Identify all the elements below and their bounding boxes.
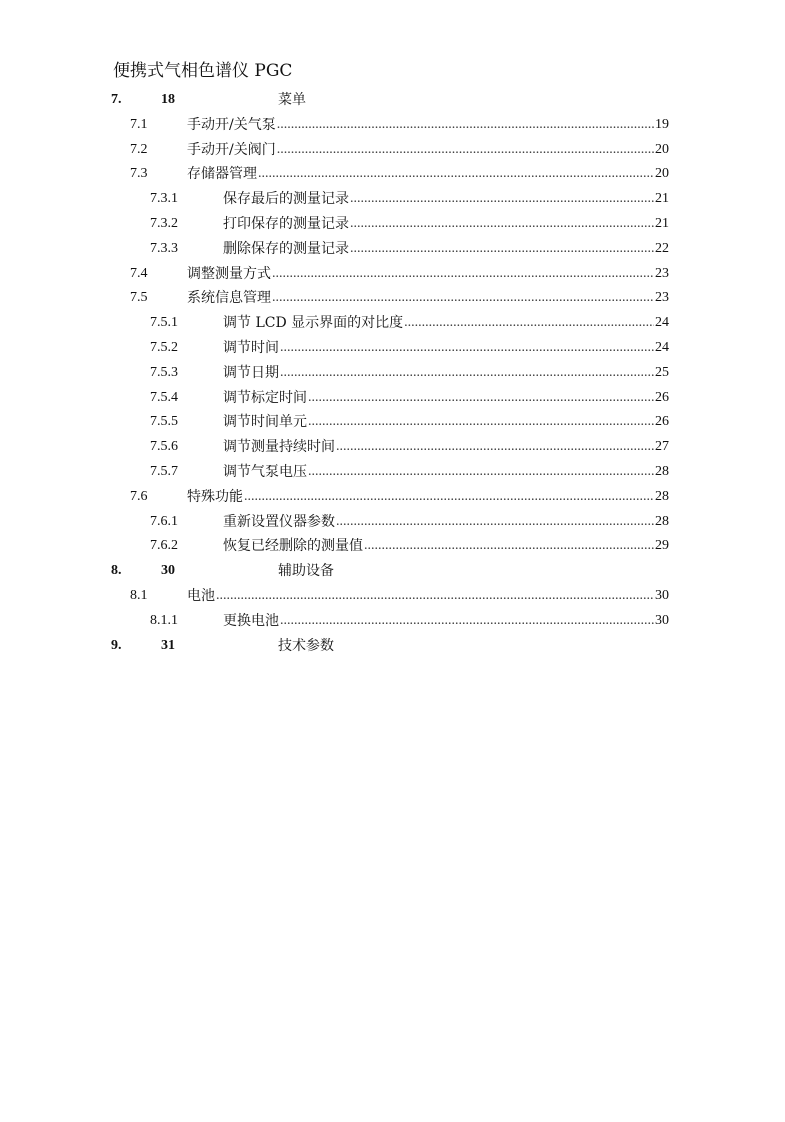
toc-entry-label: 调节 LCD 显示界面的对比度 [223,315,404,332]
toc-entry-number: 7.5.3 [150,364,178,380]
toc-entry-7-6[interactable] [0,485,785,510]
toc-entry-8-1[interactable] [0,584,785,609]
toc-entry-page: 23 [655,290,669,306]
toc-dot-leader [364,534,654,559]
toc-dot-leader [280,609,654,634]
toc-entry-7-3-2[interactable] [0,212,785,237]
toc-entry-7-5-4[interactable] [0,386,785,411]
toc-dot-leader [216,584,654,609]
toc-entry-page: 24 [655,315,669,331]
toc-entry-number: 9. [111,637,122,653]
toc-entry-label: 手动开/关气泵 [187,116,276,133]
toc-entry-7-3-3[interactable] [0,237,785,262]
toc-entry-page: 30 [655,587,669,603]
toc-entry-7-6-2[interactable] [0,534,785,559]
toc-entry-label: 电池 [187,587,215,604]
toc-entry-label: 技术参数 [278,637,334,654]
toc-dot-leader [277,113,654,138]
toc-entry-number: 8.1.1 [150,612,178,628]
toc-entry-number: 8. [111,563,122,579]
toc-entry-7-5-1[interactable] [0,311,785,336]
toc-entry-7-4[interactable] [0,262,785,287]
toc-dot-leader [308,386,654,411]
toc-entry-number: 7. [111,92,122,107]
toc-dot-leader [336,510,654,535]
toc-entry-number: 7.6.2 [150,538,178,554]
toc-entry-number: 7.5 [130,290,148,306]
toc-entry-page: 25 [655,364,669,380]
toc-entry-label: 调节时间 [223,339,279,356]
toc-entry-number: 7.3.2 [150,215,178,231]
toc-entry-number: 8.1 [130,587,148,603]
toc-dot-leader [258,162,654,187]
toc-entry-page: 23 [655,265,669,281]
toc-entry-7-3-1[interactable] [0,187,785,212]
toc-entry-label: 手动开/关阀门 [187,141,276,158]
toc-entry-label: 删除保存的测量记录 [223,240,349,257]
toc-entry-number: 7.4 [130,265,148,281]
toc-entry-page: 27 [655,439,669,455]
toc-entry-number: 7.6.1 [150,513,178,529]
toc-entry-number: 7.3 [130,166,148,182]
toc-entry-page: 21 [655,191,669,207]
toc-entry-label: 重新设置仪器参数 [223,513,335,530]
toc-entry-page: 28 [655,513,669,529]
toc-entry-number: 7.5.5 [150,414,178,430]
toc-dot-leader [336,435,654,460]
toc-dot-leader [280,336,654,361]
toc-entry-page: 26 [655,389,669,405]
toc-entry-label: 调节标定时间 [223,389,307,406]
toc-entry-7-6-1[interactable] [0,510,785,535]
toc-entry-page: 19 [655,116,669,132]
toc-dot-leader [244,485,654,510]
toc-entry-number: 7.1 [130,116,148,132]
toc-entry-7-2[interactable] [0,138,785,163]
toc-entry-number: 7.6 [130,488,148,504]
toc-entry-7-5-7[interactable] [0,460,785,485]
toc-entry-label: 打印保存的测量记录 [223,215,349,232]
toc-entry-7-5-6[interactable] [0,435,785,460]
toc-entry-page: 22 [655,240,669,256]
toc-entry-page: 29 [655,538,669,554]
toc-dot-leader [272,286,654,311]
toc-dot-leader [350,187,654,212]
toc-entry-number: 7.5.2 [150,339,178,355]
document-header-title: 便携式气相色谱仪 PGC [113,61,293,81]
toc-entry-number: 7.5.1 [150,315,178,331]
toc-entry-number: 7.2 [130,141,148,157]
toc-entry-page: 31 [161,637,175,653]
toc-entry-7-3[interactable] [0,162,785,187]
toc-entry-page: 21 [655,215,669,231]
toc-entry-label: 调节时间单元 [223,414,307,431]
toc-entry-page: 20 [655,166,669,182]
toc-entry-page: 30 [161,563,175,579]
toc-entry-label: 菜单 [278,92,306,108]
toc-entry-number: 7.5.7 [150,463,178,479]
toc-dot-leader [350,212,654,237]
toc-entry-7[interactable] [0,88,785,113]
toc-dot-leader [350,237,654,262]
toc-entry-label: 存储器管理 [187,166,257,183]
toc-entry-7-5[interactable] [0,286,785,311]
toc-entry-label: 调节日期 [223,364,279,381]
toc-entry-number: 7.5.6 [150,439,178,455]
toc-entry-8[interactable] [0,559,785,584]
toc-entry-label: 调节测量持续时间 [223,439,335,456]
toc-entry-7-5-2[interactable] [0,336,785,361]
toc-dot-leader [277,138,654,163]
toc-dot-leader [308,460,654,485]
toc-entry-number: 7.3.1 [150,191,178,207]
toc-entry-label: 辅助设备 [278,563,334,580]
toc-entry-label: 保存最后的测量记录 [223,191,349,208]
toc-entry-7-5-3[interactable] [0,361,785,386]
toc-dot-leader [404,311,654,336]
toc-entry-label: 恢复已经删除的测量值 [223,538,363,555]
toc-entry-label: 系统信息管理 [187,290,271,307]
toc-entry-label: 调节气泵电压 [223,463,307,480]
toc-entry-page: 24 [655,339,669,355]
toc-entry-label: 更换电池 [223,612,279,629]
table-of-contents [0,88,785,658]
toc-entry-page: 20 [655,141,669,157]
toc-entry-page: 18 [161,92,175,107]
toc-dot-leader [272,262,654,287]
toc-entry-8-1-1[interactable] [0,609,785,634]
toc-entry-page: 28 [655,463,669,479]
toc-entry-page: 30 [655,612,669,628]
toc-entry-page: 26 [655,414,669,430]
toc-entry-7-5-5[interactable] [0,410,785,435]
toc-dot-leader [280,361,654,386]
toc-entry-number: 7.3.3 [150,240,178,256]
toc-entry-7-1[interactable] [0,113,785,138]
toc-dot-leader [308,410,654,435]
toc-entry-label: 调整测量方式 [187,265,271,282]
toc-entry-number: 7.5.4 [150,389,178,405]
toc-entry-9[interactable] [0,634,785,659]
toc-entry-label: 特殊功能 [187,488,243,505]
toc-entry-page: 28 [655,488,669,504]
